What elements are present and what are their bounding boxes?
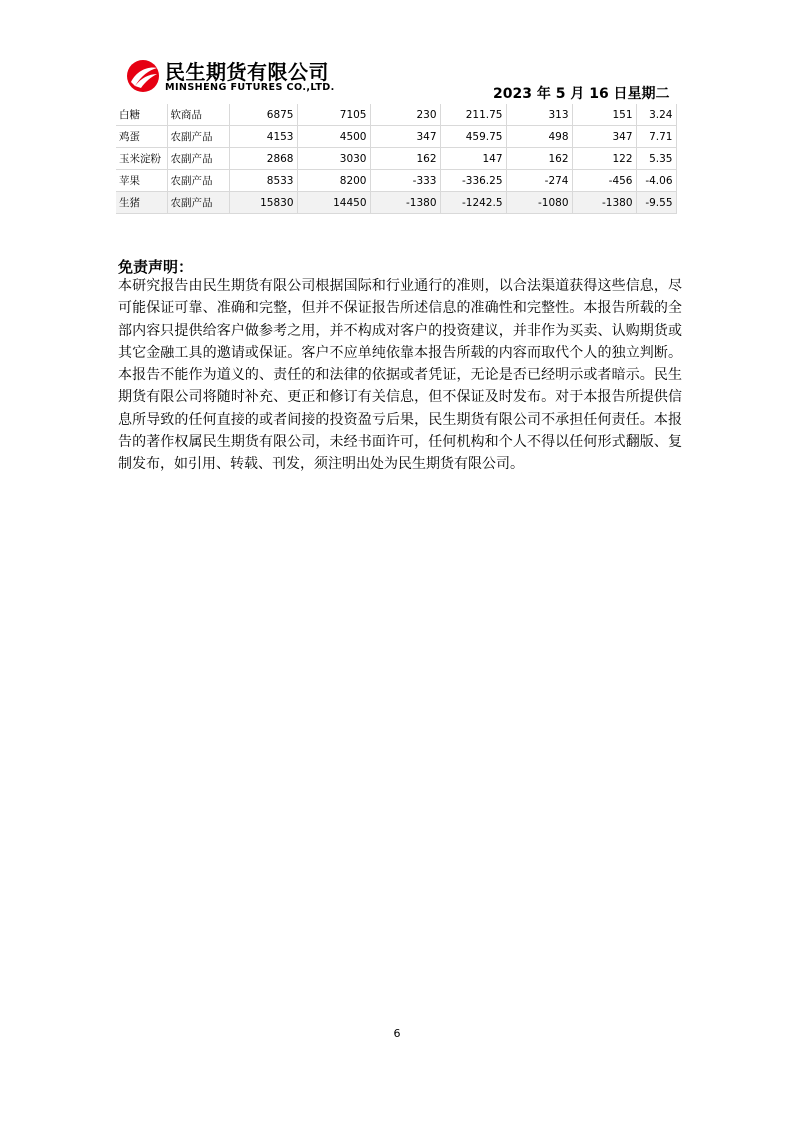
table-row (116, 148, 676, 170)
report-date: 2023 年 5 月 16 日星期二 (493, 86, 670, 102)
disclaimer-title: 免责声明： (118, 258, 194, 276)
commodity-table (116, 104, 677, 214)
table-cell: 3.24 (636, 104, 676, 126)
table-cell: -4.06 (636, 170, 676, 192)
table-cell: 459.75 (440, 126, 506, 148)
table-cell: 162 (506, 148, 572, 170)
table-cell: -1080 (506, 192, 572, 214)
table-cell: 农副产品 (167, 170, 229, 192)
table-cell: 鸡蛋 (116, 126, 167, 148)
table-cell: 147 (440, 148, 506, 170)
table-cell: 8200 (297, 170, 370, 192)
table-cell: 7.71 (636, 126, 676, 148)
table-cell: 7105 (297, 104, 370, 126)
table-cell: -1242.5 (440, 192, 506, 214)
table-cell: -456 (572, 170, 636, 192)
page-number: 6 (393, 1027, 401, 1040)
table-cell: 农副产品 (167, 126, 229, 148)
table-cell: 230 (370, 104, 440, 126)
disclaimer-body: 本研究报告由民生期货有限公司根据国际和行业通行的准则，以合法渠道获得这些信息，尽可能保证可靠、准确和完整，但并不保证报告所述信息的准确性和完整性。本报告所载的全部内容只提供给客户做参考之用，并不构成对客户的投资建议，并非作为买卖、认购期货或其它金融工具的邀请或保证。客户不应单纯依靠本报告所载的内容而取代个人的独立判断。本报告不能作为道义的、责任的和法律的依据或者凭证，无论是否已经明示或者暗示。民生期货有限公司将随时补充、更正和修订有关信息，但不保证及时发布。对于本报告所提供信息所导致的任何直接的或者间接的投资盈亏后果，民生期货有限公司不承担任何责任。本报告的著作权属民生期货有限公司，未经书面许可，任何机构和个人不得以任何形式翻版、复制发布，如引用、转载、刊发，须注明出处为民生期货有限公司。 (118, 278, 682, 473)
table-cell: 5.35 (636, 148, 676, 170)
table-cell: 15830 (229, 192, 297, 214)
table-cell: 14450 (297, 192, 370, 214)
table-row (116, 104, 676, 126)
minsheng-swoosh-logo-icon (125, 58, 161, 94)
table-cell: 151 (572, 104, 636, 126)
table-cell: 313 (506, 104, 572, 126)
table-cell: 347 (572, 126, 636, 148)
table-cell: 2868 (229, 148, 297, 170)
page-header (0, 0, 794, 104)
table-cell: 苹果 (116, 170, 167, 192)
table-cell: -9.55 (636, 192, 676, 214)
table-cell: 498 (506, 126, 572, 148)
table-cell: 农副产品 (167, 192, 229, 214)
table-cell: 162 (370, 148, 440, 170)
commodity-table-body (116, 104, 676, 214)
table-cell: 4153 (229, 126, 297, 148)
company-name-en: MINSHENG FUTURES CO.,LTD. (165, 82, 335, 93)
table-cell: -274 (506, 170, 572, 192)
table-cell: 6875 (229, 104, 297, 126)
table-row (116, 170, 676, 192)
table-cell: 3030 (297, 148, 370, 170)
company-name-cn: 民生期货有限公司 (165, 60, 329, 84)
table-row (116, 126, 676, 148)
table-cell: 生猪 (116, 192, 167, 214)
table-cell: 347 (370, 126, 440, 148)
company-logo (125, 56, 365, 100)
table-cell: 软商品 (167, 104, 229, 126)
table-cell: 农副产品 (167, 148, 229, 170)
table-cell: 211.75 (440, 104, 506, 126)
table-cell: 4500 (297, 126, 370, 148)
table-cell: 122 (572, 148, 636, 170)
table-cell: 玉米淀粉 (116, 148, 167, 170)
table-cell: 8533 (229, 170, 297, 192)
table-cell: -333 (370, 170, 440, 192)
table-cell: 白糖 (116, 104, 167, 126)
table-cell: -1380 (370, 192, 440, 214)
table-cell: -1380 (572, 192, 636, 214)
table-row (116, 192, 676, 214)
table-cell: -336.25 (440, 170, 506, 192)
